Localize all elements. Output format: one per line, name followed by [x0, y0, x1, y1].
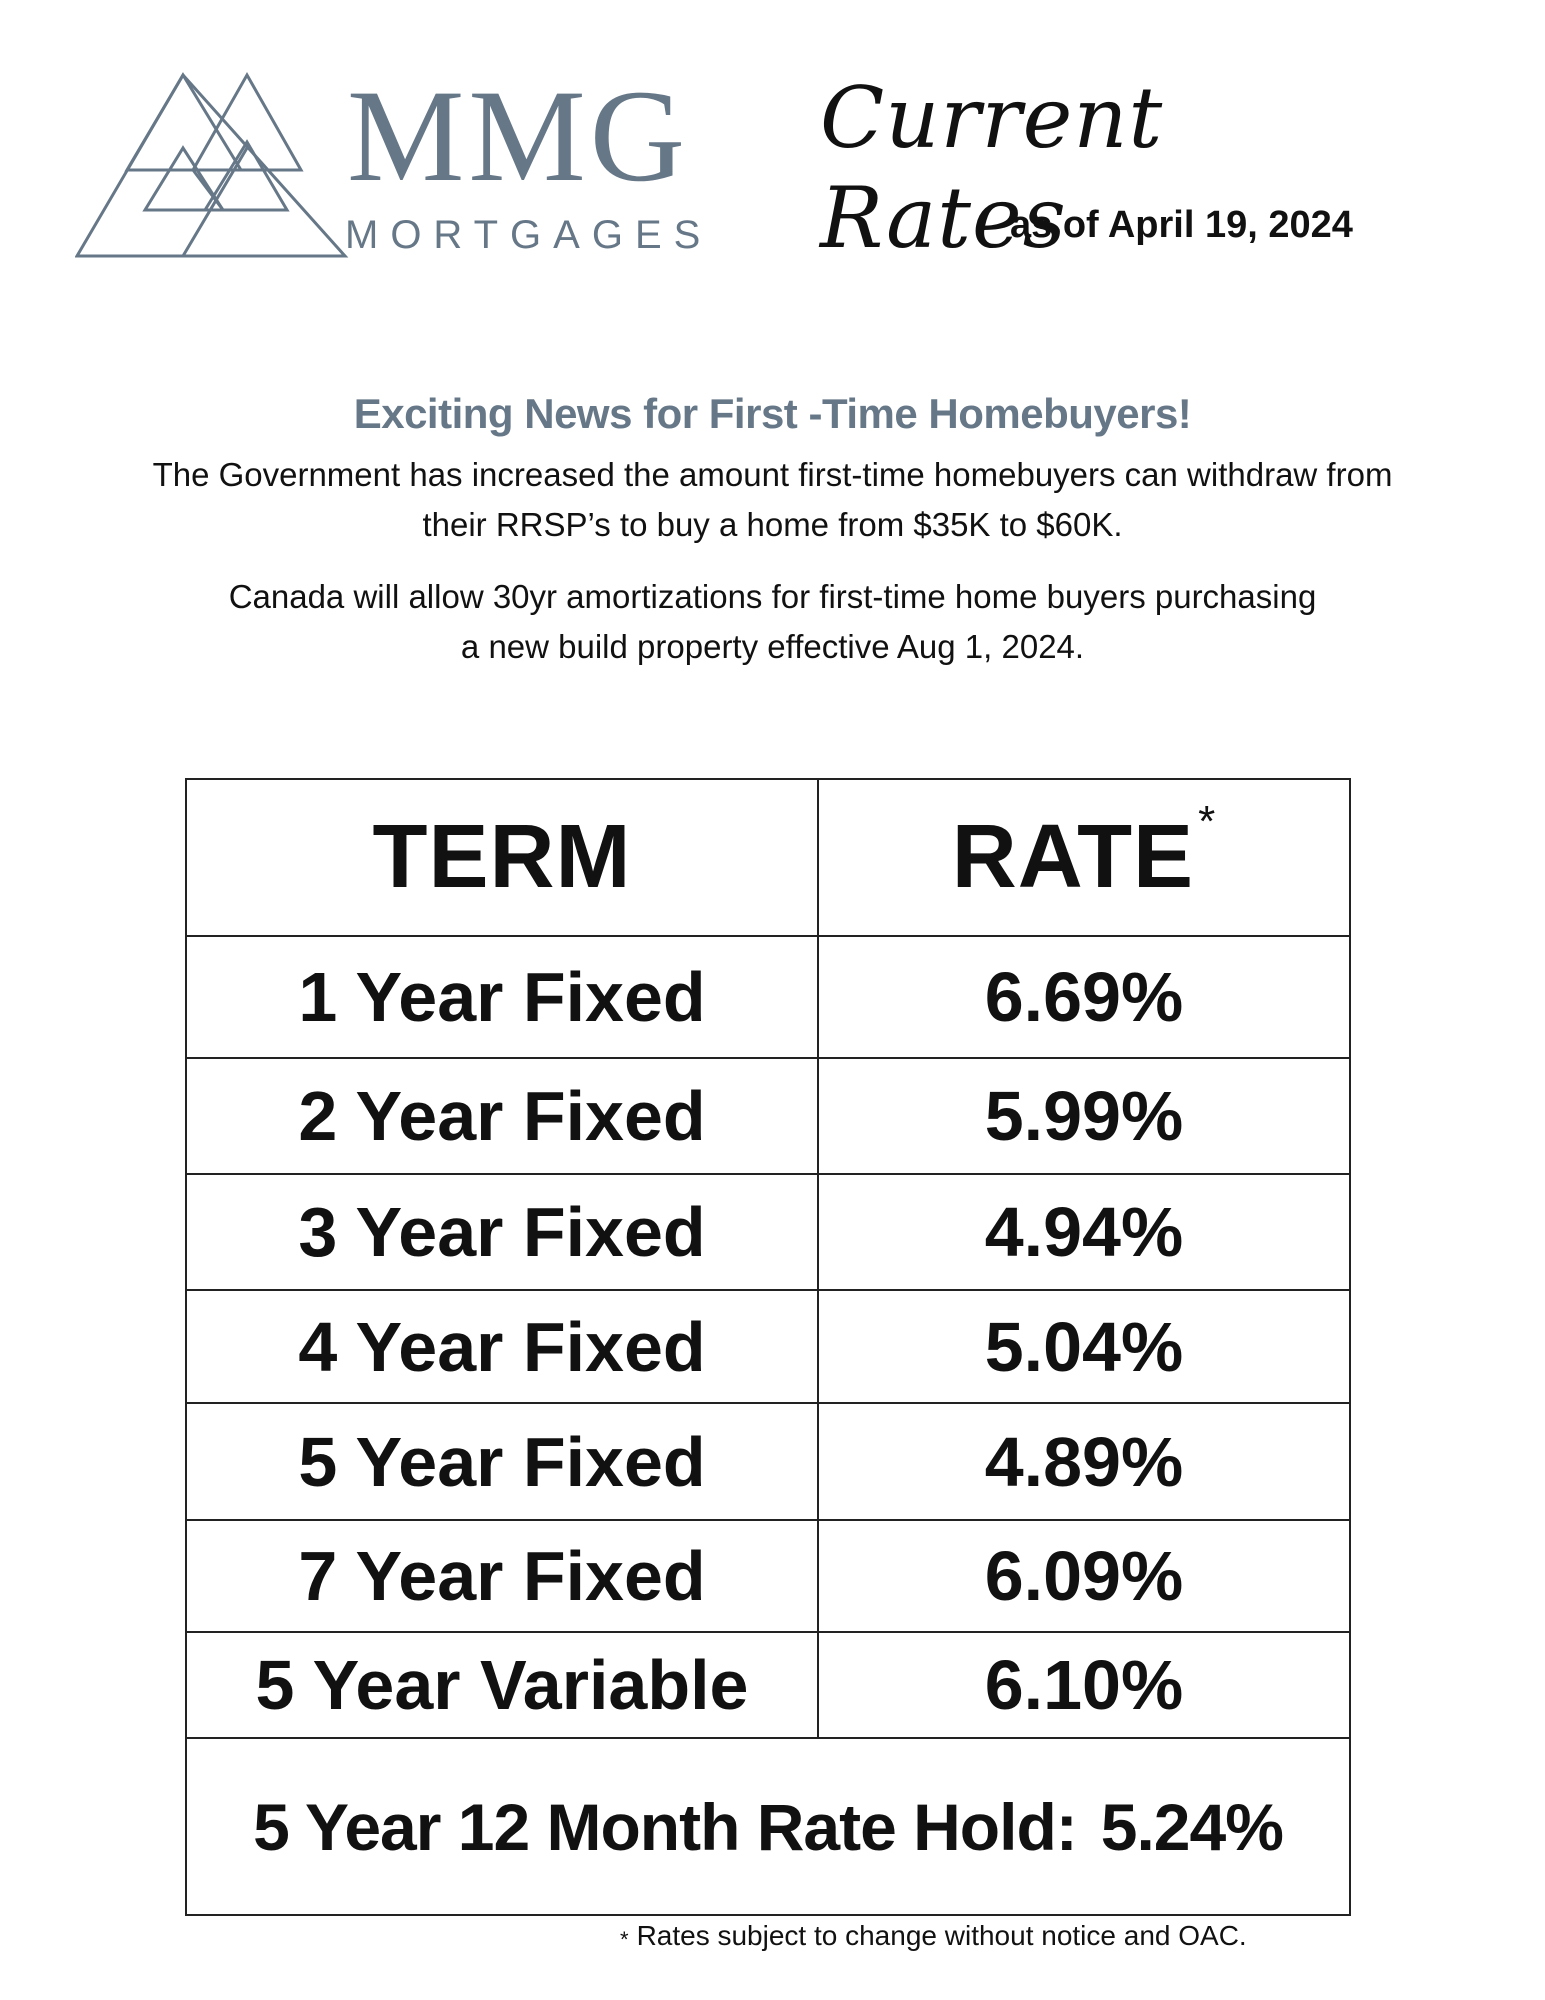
rate-hold-value: 5.24% — [1100, 1789, 1283, 1864]
term-cell: 2 Year Fixed — [187, 1059, 819, 1173]
rate-cell: 4.94% — [984, 1193, 1184, 1271]
column-header-rate-label: RATE — [951, 807, 1195, 907]
asterisk-marker: * — [1198, 796, 1217, 846]
rate-cell: 4.89% — [984, 1422, 1184, 1501]
column-header-rate — [819, 780, 1349, 935]
term-cell: 7 Year Fixed — [187, 1521, 819, 1631]
table-row — [187, 1059, 1349, 1175]
footnote — [620, 1918, 1247, 1956]
news-line: The Government has increased the amount first-time homebuyers can withdraw from — [152, 456, 1393, 493]
table-row — [187, 1291, 1349, 1404]
table-row — [187, 937, 1349, 1059]
brand-logo — [75, 62, 713, 270]
table-header-row — [187, 780, 1349, 937]
footnote-text: Rates subject to change without notice and OAC. — [636, 1920, 1247, 1951]
rate-hold-row — [187, 1739, 1349, 1914]
term-cell: 5 Year Fixed — [187, 1404, 819, 1519]
table-row — [187, 1521, 1349, 1633]
rate-cell: 5.04% — [984, 1307, 1184, 1386]
rate-cell: 5.99% — [984, 1077, 1184, 1155]
footnote-asterisk: * — [620, 1927, 629, 1952]
news-paragraph-amortization — [0, 572, 1545, 672]
term-cell: 3 Year Fixed — [187, 1175, 819, 1289]
news-paragraph-rrsp — [0, 450, 1545, 550]
rate-cell: 6.10% — [984, 1646, 1184, 1724]
brand-subtitle: MORTGAGES — [345, 213, 713, 257]
table-row — [187, 1404, 1349, 1521]
news-heading: Exciting News for First -Time Homebuyers! — [353, 390, 1192, 437]
mountains-logo-icon — [75, 70, 355, 260]
news-line: a new build property effective Aug 1, 2024. — [460, 628, 1085, 665]
term-cell: 5 Year Variable — [187, 1633, 819, 1737]
term-cell: 1 Year Fixed — [187, 937, 819, 1057]
table-row — [187, 1633, 1349, 1739]
rates-table — [185, 778, 1351, 1916]
rate-hold-label: 5 Year 12 Month Rate Hold: — [253, 1789, 1077, 1864]
rate-hold — [253, 1789, 1283, 1865]
as-of-date: as of April 19, 2024 — [1010, 204, 1353, 246]
table-row — [187, 1175, 1349, 1291]
page-title: Current Rates — [820, 69, 1164, 267]
news-line: their RRSP’s to buy a home from $35K to $60K. — [422, 506, 1123, 543]
news-line: Canada will allow 30yr amortizations for first-time home buyers purchasing — [228, 578, 1317, 615]
rate-cell: 6.69% — [984, 958, 1184, 1036]
rate-cell: 6.09% — [984, 1537, 1184, 1615]
term-cell: 4 Year Fixed — [187, 1291, 819, 1402]
column-header-term: TERM — [187, 780, 819, 935]
brand-name: MMG — [347, 62, 690, 209]
